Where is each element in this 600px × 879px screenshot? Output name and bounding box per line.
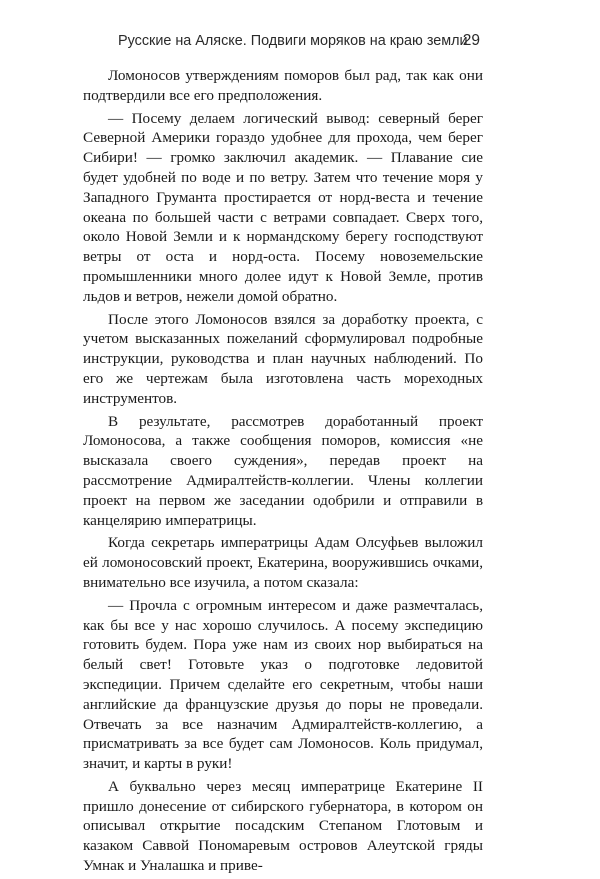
paragraph: После этого Ломоносов взялся за доработку проекта, с учетом высказанных пожеланий сформулировал подробные инструкции, руководства и план научных наблюдений. По его же чертежам была изготовлена часть мореходных инструментов. [83, 310, 483, 407]
paragraph: — Прочла с огромным интересом и даже размечталась, как бы все у нас хорошо случилось. А посему экспедицию готовить будем. Пора уже нам из своих нор выбираться на белый свет! Готовьте указ о подготовке ледовитой экспедиции. Причем сделайте его секретным, чтобы наши английские да французские друзья до поры не проведали. Отвечать за все назначим Адмиралтейств-коллегию, а присматривать за все будет сам Ломоносов. Коль придумал, значит, и карты в руки! [83, 596, 483, 773]
page-number: 29 [462, 32, 480, 49]
paragraph: Ломоносов утверждениям поморов был рад, так как они подтвердили все его предположения. [83, 67, 483, 104]
body-text [83, 66, 483, 879]
paragraph: Когда секретарь императрицы Адам Олсуфьев выложил ей ломоносовский проект, Екатерина, вооружившись очками, внимательно все изучила, а потом сказала: [83, 534, 483, 591]
paragraph: А буквально через месяц императрице Екатерине II пришло донесение от сибирского губернатора, в котором он описывал открытие посадским Степаном Глотовым и казаком Саввой Пономаревым островов Алеутской гряды Умнак и Уналашка и приве- [83, 777, 483, 875]
paragraph: В результате, рассмотрев доработанный проект Ломоносова, а также сообщения поморов, комиссия «не высказала своего суждения», передав проект на рассмотрение Адмиралтейств-коллегии. Члены коллегии проект на первом же заседании одобрили и отправили в канцелярию императрицы. [83, 412, 483, 529]
running-head-title: Русские на Аляске. Подвиги моряков на краю земли [118, 33, 468, 49]
paragraph: — Посему делаем логический вывод: северный берег Северной Америки гораздо удобнее для прохода, чем берег Сибири! — громко заключил академик. — Плавание сие будет удобней по воде и по ветру. Затем что течение моря у Западного Груманта простирается от норд-веста и течение океана по большей части с ветрами совпадает. Сверх того, около Новой Земли и к нормандскому берегу господствуют ветры от оста и норд-оста. Посему новоземельские промышленники много долее идут к Новой Земле, против льдов и ветров, нежели домой обратно. [83, 109, 483, 305]
running-header [118, 33, 480, 55]
